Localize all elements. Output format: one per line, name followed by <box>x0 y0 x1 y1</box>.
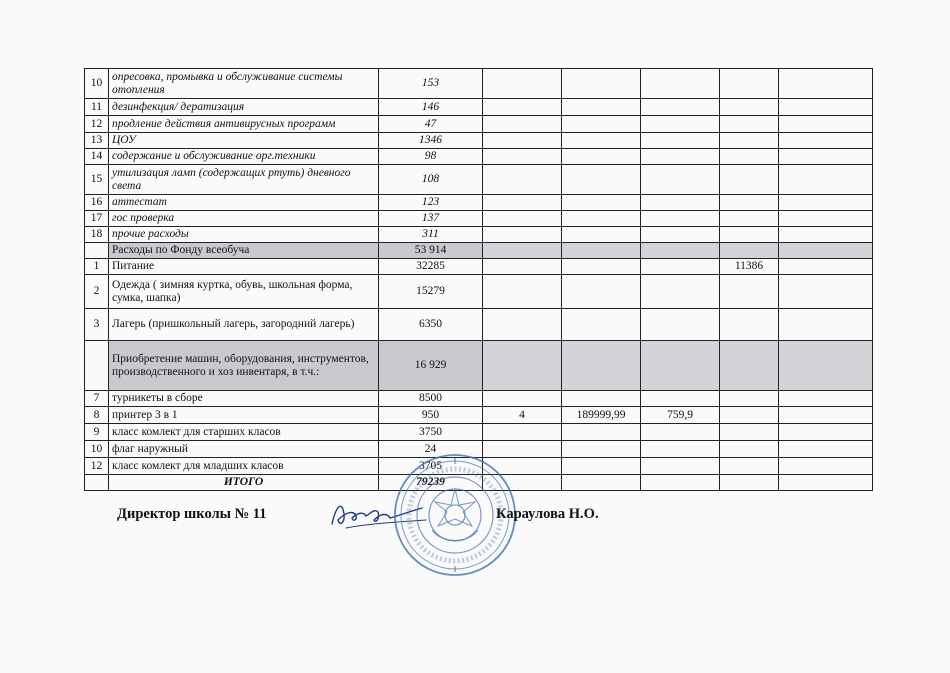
expense-name: гос проверка <box>109 211 379 227</box>
value-cell <box>779 391 873 407</box>
row-number: 8 <box>85 407 109 424</box>
expense-name: дезинфекция/ дератизация <box>109 99 379 116</box>
value-cell <box>720 227 779 243</box>
value-cell <box>562 424 641 441</box>
value-cell <box>720 441 779 458</box>
value-cell <box>562 133 641 149</box>
value-cell <box>720 69 779 99</box>
value-cell <box>779 149 873 165</box>
expense-name: прочие расходы <box>109 227 379 243</box>
table-row <box>85 391 873 407</box>
expense-name: турникеты в сборе <box>109 391 379 407</box>
value-cell <box>483 165 562 195</box>
value-cell <box>483 341 562 391</box>
expense-name: принтер 3 в 1 <box>109 407 379 424</box>
value-cell <box>483 227 562 243</box>
value-cell <box>779 99 873 116</box>
expense-name: опресовка, промывка и обслуживание системы отопления <box>109 69 379 99</box>
value-cell <box>779 133 873 149</box>
expense-amount: 146 <box>379 99 483 116</box>
expense-amount: 123 <box>379 195 483 211</box>
value-cell <box>779 227 873 243</box>
value-cell <box>779 116 873 133</box>
row-number: 1 <box>85 259 109 275</box>
total-label: ИТОГО <box>109 475 379 491</box>
value-cell <box>641 243 720 259</box>
expense-amount: 53 914 <box>379 243 483 259</box>
value-cell <box>641 99 720 116</box>
expense-name: утилизация ламп (содержащих ртуть) дневного света <box>109 165 379 195</box>
row-number: 16 <box>85 195 109 211</box>
expense-amount: 8500 <box>379 391 483 407</box>
value-cell <box>562 69 641 99</box>
table-row <box>85 195 873 211</box>
table-row <box>85 424 873 441</box>
director-label: Директор школы № 11 <box>117 506 267 522</box>
expense-name: Приобретение машин, оборудования, инструментов, производственного и хоз инвентаря, в т.ч.: <box>109 341 379 391</box>
table-row <box>85 165 873 195</box>
value-cell: 11386 <box>720 259 779 275</box>
value-cell <box>641 227 720 243</box>
value-cell <box>720 99 779 116</box>
expense-name: содержание и обслуживание орг.техники <box>109 149 379 165</box>
value-cell <box>562 195 641 211</box>
expense-name: Одежда ( зимняя куртка, обувь, школьная форма, сумка, шапка) <box>109 275 379 309</box>
expense-name: ЦОУ <box>109 133 379 149</box>
expense-amount: 3750 <box>379 424 483 441</box>
value-cell <box>720 475 779 491</box>
expense-name: продление действия антивирусных программ <box>109 116 379 133</box>
expense-amount: 108 <box>379 165 483 195</box>
row-number: 11 <box>85 99 109 116</box>
value-cell <box>641 69 720 99</box>
value-cell <box>720 309 779 341</box>
value-cell <box>562 259 641 275</box>
section-row <box>85 243 873 259</box>
table-row <box>85 309 873 341</box>
row-number: 15 <box>85 165 109 195</box>
value-cell: 189999,99 <box>562 407 641 424</box>
value-cell <box>720 133 779 149</box>
value-cell <box>720 391 779 407</box>
value-cell <box>562 341 641 391</box>
value-cell <box>562 116 641 133</box>
value-cell <box>779 441 873 458</box>
value-cell: 759,9 <box>641 407 720 424</box>
row-number: 2 <box>85 275 109 309</box>
value-cell <box>483 133 562 149</box>
table-row <box>85 407 873 424</box>
table-row <box>85 69 873 99</box>
value-cell <box>483 275 562 309</box>
value-cell <box>641 165 720 195</box>
expense-amount: 311 <box>379 227 483 243</box>
value-cell <box>720 243 779 259</box>
expense-name: класс комлект для старших класов <box>109 424 379 441</box>
table-row <box>85 211 873 227</box>
expense-amount: 15279 <box>379 275 483 309</box>
expense-amount: 3705 <box>379 458 483 475</box>
value-cell <box>720 211 779 227</box>
value-cell <box>562 475 641 491</box>
value-cell <box>641 211 720 227</box>
row-number: 10 <box>85 441 109 458</box>
value-cell <box>483 424 562 441</box>
value-cell <box>483 309 562 341</box>
expense-amount: 6350 <box>379 309 483 341</box>
expense-amount: 153 <box>379 69 483 99</box>
expense-amount: 950 <box>379 407 483 424</box>
value-cell <box>562 458 641 475</box>
value-cell <box>720 275 779 309</box>
value-cell <box>641 259 720 275</box>
value-cell <box>779 165 873 195</box>
value-cell <box>779 69 873 99</box>
expense-name: класс комлект для младших класов <box>109 458 379 475</box>
value-cell <box>562 391 641 407</box>
value-cell <box>779 458 873 475</box>
value-cell <box>483 243 562 259</box>
expense-name: Лагерь (пришкольный лагерь, загородний лагерь) <box>109 309 379 341</box>
row-number <box>85 243 109 259</box>
value-cell <box>641 275 720 309</box>
row-number: 17 <box>85 211 109 227</box>
table-row <box>85 99 873 116</box>
table-row <box>85 116 873 133</box>
table-row <box>85 133 873 149</box>
value-cell <box>641 391 720 407</box>
value-cell <box>720 195 779 211</box>
table-row <box>85 227 873 243</box>
section-row <box>85 341 873 391</box>
value-cell <box>720 407 779 424</box>
row-number: 10 <box>85 69 109 99</box>
value-cell <box>562 309 641 341</box>
value-cell <box>641 458 720 475</box>
value-cell <box>483 195 562 211</box>
table-row <box>85 275 873 309</box>
table-row <box>85 259 873 275</box>
value-cell <box>562 275 641 309</box>
expense-amount: 24 <box>379 441 483 458</box>
value-cell <box>562 243 641 259</box>
value-cell <box>483 259 562 275</box>
value-cell <box>779 211 873 227</box>
value-cell <box>483 69 562 99</box>
value-cell <box>562 227 641 243</box>
value-cell <box>562 165 641 195</box>
value-cell <box>562 149 641 165</box>
value-cell <box>779 424 873 441</box>
value-cell <box>641 424 720 441</box>
row-number: 12 <box>85 458 109 475</box>
value-cell <box>562 99 641 116</box>
row-number <box>85 341 109 391</box>
row-number: 13 <box>85 133 109 149</box>
value-cell <box>483 116 562 133</box>
expense-amount: 32285 <box>379 259 483 275</box>
value-cell <box>641 149 720 165</box>
value-cell <box>641 116 720 133</box>
expense-amount: 137 <box>379 211 483 227</box>
value-cell <box>779 475 873 491</box>
row-number: 18 <box>85 227 109 243</box>
expense-amount: 1346 <box>379 133 483 149</box>
row-number: 12 <box>85 116 109 133</box>
value-cell <box>562 211 641 227</box>
row-number: 3 <box>85 309 109 341</box>
value-cell <box>779 275 873 309</box>
value-cell <box>779 309 873 341</box>
expense-name: аттестат <box>109 195 379 211</box>
value-cell <box>779 341 873 391</box>
value-cell <box>641 475 720 491</box>
value-cell <box>641 309 720 341</box>
value-cell <box>483 211 562 227</box>
director-name: Караулова Н.О. <box>496 506 599 522</box>
value-cell <box>720 149 779 165</box>
value-cell <box>641 441 720 458</box>
value-cell <box>641 133 720 149</box>
value-cell <box>641 341 720 391</box>
value-cell <box>720 458 779 475</box>
row-number: 7 <box>85 391 109 407</box>
expense-amount: 16 929 <box>379 341 483 391</box>
table-body <box>85 69 873 491</box>
value-cell <box>483 149 562 165</box>
expense-name: флаг наружный <box>109 441 379 458</box>
value-cell <box>641 195 720 211</box>
value-cell <box>720 424 779 441</box>
expense-name: Питание <box>109 259 379 275</box>
value-cell <box>483 99 562 116</box>
row-number <box>85 475 109 491</box>
table-row <box>85 149 873 165</box>
total-amount: 79239 <box>379 475 483 491</box>
value-cell <box>720 116 779 133</box>
budget-table <box>84 68 873 491</box>
value-cell: 4 <box>483 407 562 424</box>
value-cell <box>720 341 779 391</box>
value-cell <box>779 407 873 424</box>
value-cell <box>779 195 873 211</box>
row-number: 9 <box>85 424 109 441</box>
expense-name: Расходы по Фонду всеобуча <box>109 243 379 259</box>
value-cell <box>562 441 641 458</box>
value-cell <box>483 391 562 407</box>
value-cell <box>720 165 779 195</box>
value-cell <box>779 243 873 259</box>
expense-amount: 47 <box>379 116 483 133</box>
expense-amount: 98 <box>379 149 483 165</box>
value-cell <box>779 259 873 275</box>
row-number: 14 <box>85 149 109 165</box>
